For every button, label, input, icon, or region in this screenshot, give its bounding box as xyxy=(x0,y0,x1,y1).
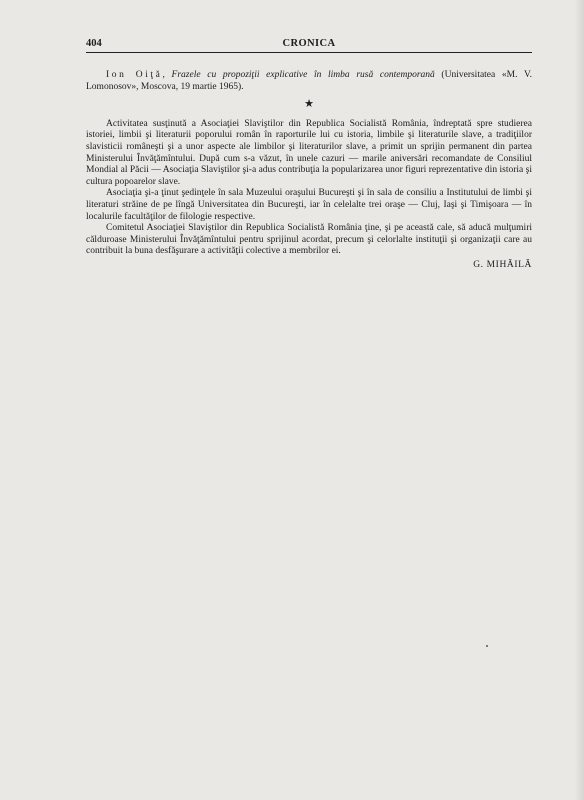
paragraph-thanks: Comitetul Asociaţiei Slaviştilor din Republica Socialistă România ţine, şi pe această cale, să aducă mulţumiri călduroase Ministerului Învăţămîntului pentru sprijinul acordat, precum şi celorlalte instituţii şi organizaţii care au contribuit la buna desfăşurare a activităţii colective a membrilor ei. xyxy=(86,223,532,257)
citation-entry xyxy=(86,70,532,93)
author-signature: G. MIHĂILĂ xyxy=(473,259,532,270)
paragraph-meetings: Asociaţia şi-a ţinut şedinţele în sala Muzeului oraşului Bucureşti şi în sala de consiliu a Institutului de limbi şi literaturi străine de pe lîngă Universitatea din Bucureşti, iar în celelalte trei oraşe — Cluj, Iaşi şi Timişoara — în localurile facultăţilor de filologie respective. xyxy=(86,188,532,222)
paragraph-activity: Activitatea susţinută a Asociaţiei Slaviştilor din Republica Socialistă România, îndreptată spre studierea istoriei, limbii şi literaturii poporului român în raporturile lui cu istoria, limbile şi literaturile slave, a tradiţiilor slavisticii româneşti şi a unor aspecte ale limbilor şi literaturilor slave, a primit un sprijin permanent din partea Ministerului Învăţămîntului. După cum s-a văzut, în unele cazuri — marile aniversări recomandate de Consiliul Mondial al Păcii — Asociaţia Slaviştilor şi-a adus contribuţia la popularizarea unor figuri reprezentative din istoria şi cultura popoarelor slave. xyxy=(86,118,532,187)
citation-details: (Universitatea «M. V. Lomonosov», Moscova, 19 martie 1965). xyxy=(86,70,532,92)
page-number: 404 xyxy=(86,38,102,49)
scan-speck xyxy=(486,645,488,647)
citation-comma: , xyxy=(162,70,172,80)
page-edge-shadow xyxy=(574,0,584,800)
citation-author: Ion Oiţă xyxy=(106,70,163,80)
page-body xyxy=(86,70,532,272)
running-head: CRONICA xyxy=(282,38,336,49)
page-header xyxy=(86,36,532,53)
citation-title: Frazele cu propoziţii explicative în limba rusă contemporană xyxy=(171,70,435,80)
star-separator: ★ xyxy=(304,98,314,111)
